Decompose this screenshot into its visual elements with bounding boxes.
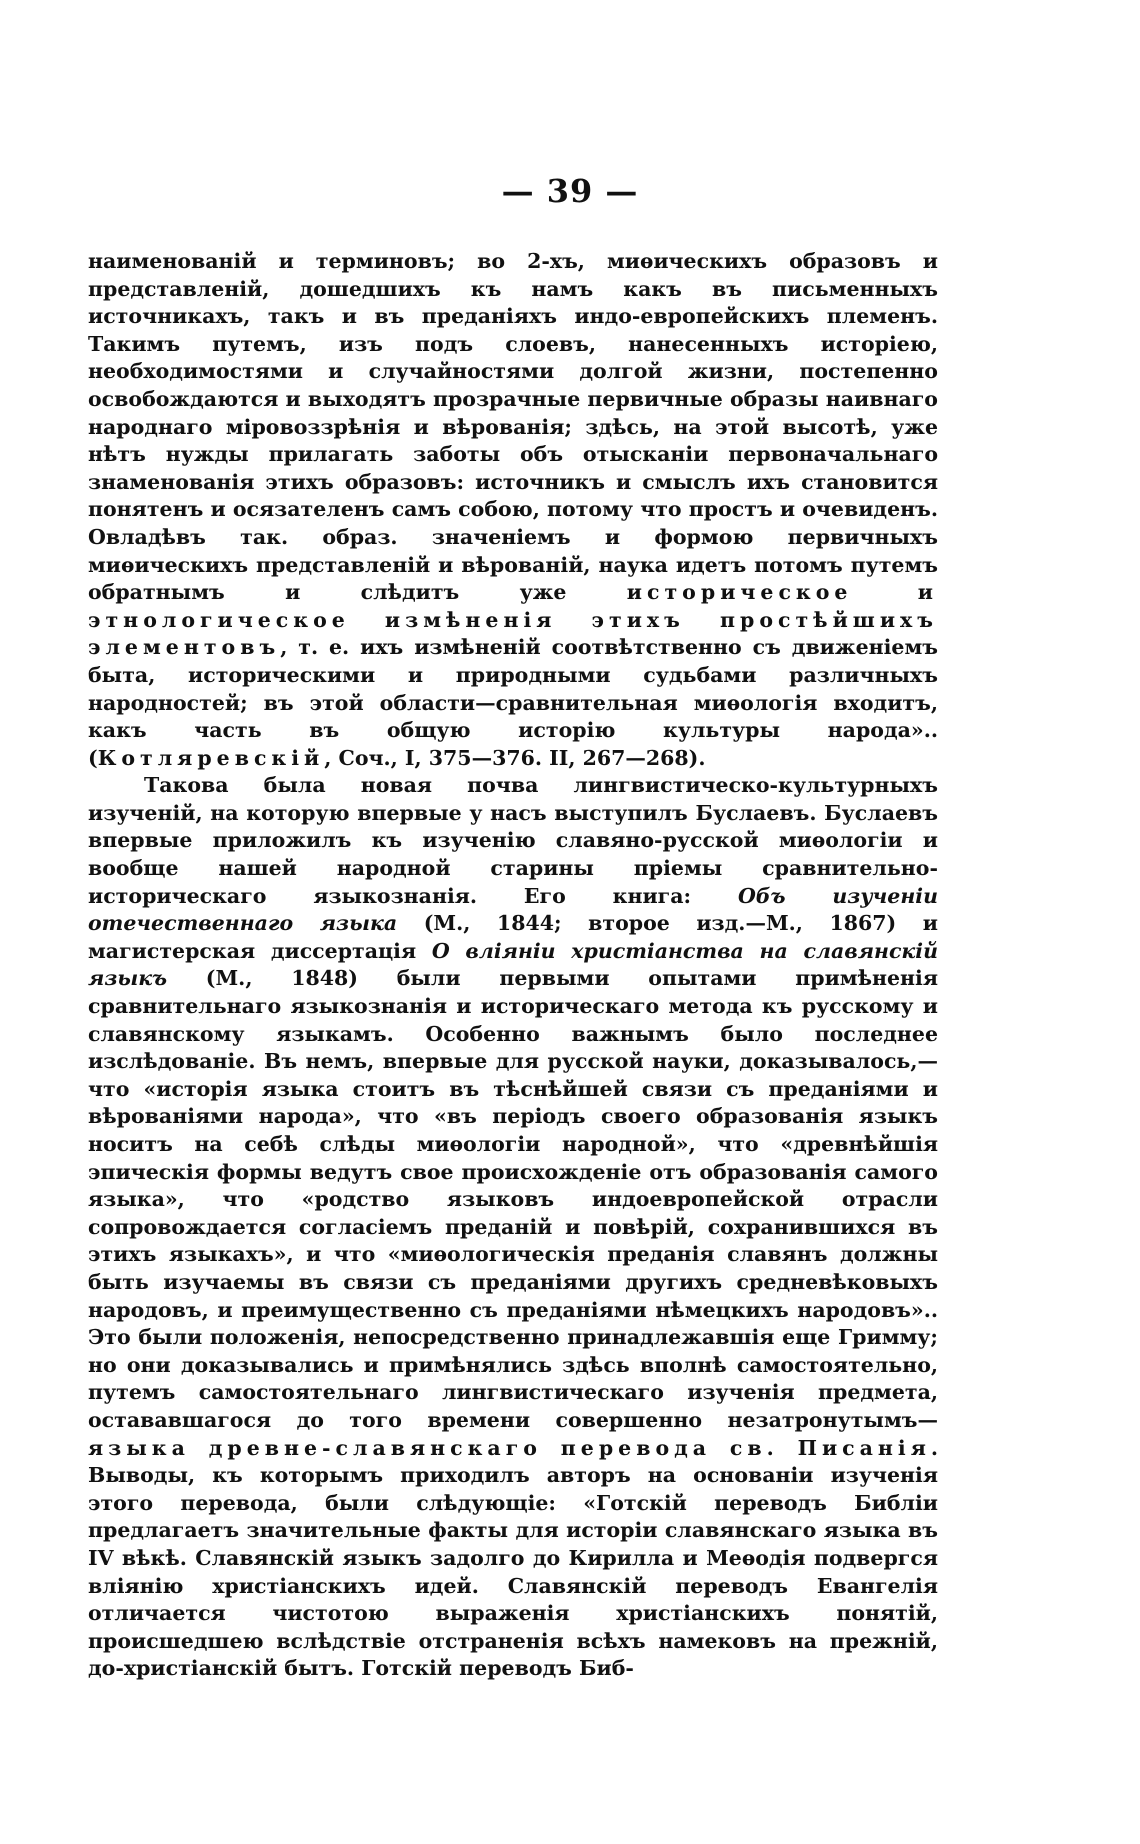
paragraph-quote-continuation xyxy=(88,248,938,772)
paragraph-buslaev xyxy=(88,772,938,1683)
text-segment: (М., 1844; второе изд.—М., 1867) и магистерская диссертація xyxy=(88,911,938,963)
author-citation: Котляревскій xyxy=(97,745,325,770)
text-segment: , Соч., I, 375—376. II, 267—268). xyxy=(324,745,706,770)
page-number: — 39 — xyxy=(501,172,639,210)
text-segment: Такова была новая почва лингвистическо-культурныхъ изученій, на которую впервые у насъ выступилъ Буслаевъ. Буслаевъ впервые приложилъ къ изученію славяно-русской миѳологіи и вообще нашей народной старины пріемы сравнительно-историческаго языкознанія. Его книга: xyxy=(88,773,938,908)
text-segment: . Выводы, къ которымъ приходилъ авторъ на основаніи изученія этого перевода, были слѣдующіе: «Готскій переводъ Библіи предлагаетъ значительные факты для исторіи славянскаго языка въ IV вѣкѣ. Славянскій языкъ задолго до Кирилла и Меѳодія подвергся вліянію христіанскихъ идей. Славянскій переводъ Евангелія отличается чистотою выраженія христіанскихъ понятій, происшедшею вслѣдствіе отстраненія всѣхъ намековъ на прежній, до-христіанскій бытъ. Готскій переводъ Биб- xyxy=(88,1435,938,1681)
dissertation-title: О вліяніи христіанства на славянскій языкъ xyxy=(88,938,939,991)
text-segment: наименованій и терминовъ; во 2-хъ, миѳическихъ образовъ и представленій, дошедшихъ къ намъ какъ въ письменныхъ источникахъ, такъ и въ преданіяхъ индо-европейскихъ племенъ. Такимъ путемъ, изъ подъ слоевъ, нанесенныхъ исторіею, необходимостями и случайностями долгой жизни, постепенно освобождаются и выходятъ прозрачные первичные образы наивнаго народнаго міровоззрѣнія и вѣрованія; здѣсь, на этой высотѣ, уже нѣтъ нужды прилагать заботы объ отысканіи первоначальнаго знаменованія этихъ образовъ: источникъ и смыслъ ихъ становится понятенъ и осязателенъ самъ собою, потому что простъ и очевиденъ. Овладѣвъ так. образ. значеніемъ и формою первичныхъ миѳическихъ представленій и вѣрованій, наука идетъ потомъ путемъ обратнымъ и слѣдитъ уже xyxy=(88,249,938,605)
book-title: Объ изученіи отечественнаго языка xyxy=(88,883,938,936)
text-segment: (М., 1848) были первыми опытами примѣненія сравнительнаго языкознанія и историческаго метода къ русскому и славянскому языкамъ. Особенно важнымъ было последнее изслѣдованіе. Въ немъ, впервые для русской науки, доказывалось,— что «исторія языка стоитъ въ тѣснѣйшей связи съ преданіями и вѣрованіями народа», что «въ періодъ своего образованія языкъ носитъ на себѣ слѣды миѳологіи народной», что «древнѣйшія эпическія формы ведутъ свое происхожденіе отъ образованія самого языка», что «родство языковъ индоевропейской отрасли сопровождается согласіемъ преданій и повѣрій, сохранившихся въ этихъ языкахъ», и что «миѳологическія преданія славянъ должны быть изучаемы въ связи съ преданіями другихъ средневѣковыхъ народовъ, и преимущественно съ преданіями нѣмецкихъ народовъ».. Это были положенія, непосредственно принадлежавшія еще Гримму; но они доказывались и примѣнялись здѣсь вполнѣ самостоятельно, путемъ самостоятельнаго лингвистическаго изученія предмета, остававшагося до того времени совершенно незатронутымъ— xyxy=(88,966,938,1432)
spaced-emphasis: историческое и этнологическое измѣненія этихъ простѣйшихъ элементовъ xyxy=(88,580,938,660)
body-text xyxy=(88,248,938,1683)
spaced-emphasis: языка древне-славянскаго перевода св. Писанія xyxy=(88,1435,931,1460)
text-segment: , т. е. ихъ измѣненій соотвѣтственно съ движеніемъ быта, историческими и природными судьбами различныхъ народностей; въ этой области—сравнительная миѳологія входитъ, какъ часть въ общую исторію культуры народа».. ( xyxy=(88,635,938,770)
